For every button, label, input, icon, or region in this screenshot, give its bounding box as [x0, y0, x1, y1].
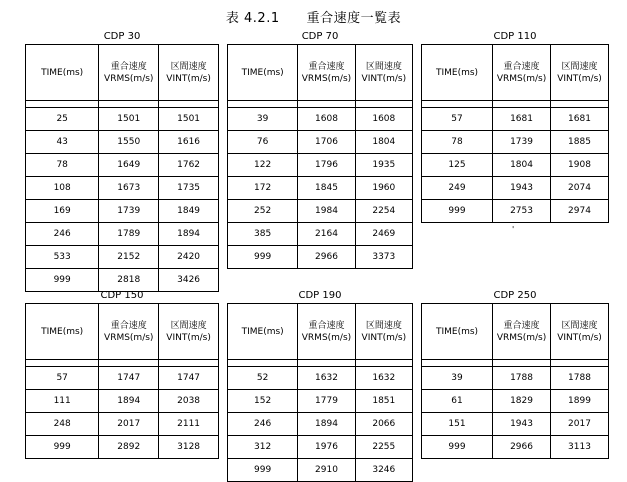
table-row [228, 154, 413, 177]
time-cell: 533 [26, 246, 99, 269]
vint-cell: 1849 [159, 200, 219, 223]
velocity-table [227, 44, 413, 269]
table-row [422, 177, 609, 200]
column-header [26, 304, 99, 360]
table-caption: CDP 190 [298, 290, 342, 301]
spacer-cell [551, 101, 609, 108]
velocity-table-cdp150 [25, 289, 219, 459]
vrms-cell: 2818 [99, 269, 159, 292]
time-cell: 57 [422, 108, 493, 131]
velocity-table-cdp30 [25, 30, 219, 292]
vint-header-en: VINT(m/s) [361, 332, 407, 343]
time-header: TIME(ms) [241, 326, 284, 337]
vint-header-jp: 区間速度 [365, 61, 402, 72]
spacer-cell [298, 101, 355, 108]
spacer-row [422, 101, 609, 108]
vint-cell: 1935 [355, 154, 412, 177]
column-header [159, 304, 219, 360]
table-row [26, 246, 219, 269]
vrms-cell: 2910 [298, 459, 355, 482]
column-header [159, 45, 219, 101]
velocity-table-cdp70 [227, 30, 413, 269]
stray-mark: ' [512, 225, 515, 234]
velocity-table [227, 303, 413, 482]
time-cell: 999 [228, 246, 298, 269]
time-cell: 152 [228, 390, 298, 413]
spacer-cell [298, 360, 355, 367]
vint-cell: 1960 [355, 177, 412, 200]
table-row [228, 223, 413, 246]
vrms-cell: 1976 [298, 436, 355, 459]
column-header [493, 45, 551, 101]
vint-cell: 3246 [355, 459, 412, 482]
vint-cell: 3113 [551, 436, 609, 459]
vint-header-jp: 区間速度 [561, 61, 598, 72]
vint-cell: 1735 [159, 177, 219, 200]
time-cell: 999 [26, 269, 99, 292]
time-cell: 249 [422, 177, 493, 200]
vrms-cell: 1943 [493, 413, 551, 436]
table-row [228, 413, 413, 436]
vint-cell: 2111 [159, 413, 219, 436]
time-cell: 122 [228, 154, 298, 177]
vint-header-jp: 区間速度 [170, 320, 207, 331]
table-row [422, 131, 609, 154]
vrms-header-jp: 重合速度 [308, 61, 345, 72]
table-row [228, 200, 413, 223]
column-header [422, 45, 493, 101]
time-cell: 39 [228, 108, 298, 131]
time-cell: 999 [422, 436, 493, 459]
vint-header-en: VINT(m/s) [557, 332, 602, 343]
vrms-cell: 1779 [298, 390, 355, 413]
table-caption: CDP 70 [301, 31, 339, 42]
time-cell: 39 [422, 367, 493, 390]
table-caption: CDP 150 [100, 290, 144, 301]
vint-cell: 2066 [355, 413, 412, 436]
table-row [26, 177, 219, 200]
column-header [298, 45, 355, 101]
spacer-cell [26, 360, 99, 367]
vrms-cell: 1747 [99, 367, 159, 390]
table-row [228, 177, 413, 200]
column-header [99, 304, 159, 360]
time-cell: 57 [26, 367, 99, 390]
table-row [422, 390, 609, 413]
vrms-header-en: VRMS(m/s) [301, 73, 352, 84]
velocity-table [25, 44, 219, 292]
time-header: TIME(ms) [41, 67, 84, 78]
table-row [228, 108, 413, 131]
vrms-header-en: VRMS(m/s) [104, 332, 154, 343]
column-header [298, 304, 355, 360]
vint-cell: 1788 [551, 367, 609, 390]
time-cell: 78 [26, 154, 99, 177]
vrms-cell: 2892 [99, 436, 159, 459]
time-cell: 312 [228, 436, 298, 459]
time-cell: 61 [422, 390, 493, 413]
time-header: TIME(ms) [435, 67, 479, 78]
vint-header-jp: 区間速度 [170, 61, 207, 72]
vrms-cell: 1550 [99, 131, 159, 154]
spacer-cell [355, 360, 412, 367]
vrms-header-jp: 重合速度 [503, 320, 540, 331]
time-cell: 252 [228, 200, 298, 223]
vrms-cell: 1739 [99, 200, 159, 223]
vint-cell: 2420 [159, 246, 219, 269]
table-row [228, 459, 413, 482]
vrms-header-en: VRMS(m/s) [301, 332, 352, 343]
time-cell: 246 [228, 413, 298, 436]
header-row [26, 304, 219, 360]
time-cell: 108 [26, 177, 99, 200]
table-row [26, 154, 219, 177]
vint-cell: 2255 [355, 436, 412, 459]
time-cell: 151 [422, 413, 493, 436]
vrms-cell: 1608 [298, 108, 355, 131]
time-cell: 111 [26, 390, 99, 413]
time-cell: 172 [228, 177, 298, 200]
header-row [422, 45, 609, 101]
time-cell: 52 [228, 367, 298, 390]
vrms-header-jp: 重合速度 [110, 61, 147, 72]
header-row [422, 304, 609, 360]
vint-cell: 1762 [159, 154, 219, 177]
table-row [422, 367, 609, 390]
column-header [228, 304, 298, 360]
vint-header-jp: 区間速度 [365, 320, 402, 331]
spacer-row [26, 360, 219, 367]
table-row [26, 367, 219, 390]
time-cell: 385 [228, 223, 298, 246]
vrms-cell: 1804 [493, 154, 551, 177]
vint-cell: 3426 [159, 269, 219, 292]
vrms-cell: 1789 [99, 223, 159, 246]
table-row [422, 200, 609, 223]
time-header: TIME(ms) [435, 326, 479, 337]
vrms-cell: 1984 [298, 200, 355, 223]
vint-cell: 1885 [551, 131, 609, 154]
vint-header-jp: 区間速度 [561, 320, 598, 331]
vint-cell: 1894 [159, 223, 219, 246]
table-caption: CDP 30 [103, 31, 141, 42]
vint-cell: 1681 [551, 108, 609, 131]
vrms-cell: 1943 [493, 177, 551, 200]
spacer-cell [355, 101, 412, 108]
spacer-cell [228, 101, 298, 108]
table-row [26, 413, 219, 436]
vint-cell: 2074 [551, 177, 609, 200]
vrms-cell: 1673 [99, 177, 159, 200]
vint-cell: 1908 [551, 154, 609, 177]
velocity-table-cdp250 [421, 289, 609, 459]
velocity-table-cdp110 [421, 30, 609, 223]
time-cell: 248 [26, 413, 99, 436]
vrms-header-en: VRMS(m/s) [496, 332, 547, 343]
time-cell: 78 [422, 131, 493, 154]
vrms-header-jp: 重合速度 [503, 61, 540, 72]
spacer-row [228, 360, 413, 367]
vrms-header-en: VRMS(m/s) [104, 73, 154, 84]
vrms-cell: 2966 [298, 246, 355, 269]
vint-cell: 3373 [355, 246, 412, 269]
spacer-row [26, 101, 219, 108]
vrms-header-jp: 重合速度 [308, 320, 345, 331]
vrms-cell: 1894 [298, 413, 355, 436]
vint-cell: 2469 [355, 223, 412, 246]
spacer-cell [422, 360, 493, 367]
table-row [228, 436, 413, 459]
vint-cell: 2254 [355, 200, 412, 223]
time-cell: 43 [26, 131, 99, 154]
time-cell: 125 [422, 154, 493, 177]
vrms-cell: 1788 [493, 367, 551, 390]
table-row [26, 436, 219, 459]
velocity-table [421, 303, 609, 459]
vrms-cell: 2152 [99, 246, 159, 269]
spacer-cell [422, 101, 493, 108]
header-row [26, 45, 219, 101]
spacer-cell [493, 360, 551, 367]
vint-cell: 1632 [355, 367, 412, 390]
column-header [355, 304, 412, 360]
table-row [228, 390, 413, 413]
velocity-table [421, 44, 609, 223]
vint-cell: 1501 [159, 108, 219, 131]
vrms-cell: 1681 [493, 108, 551, 131]
table-row [228, 131, 413, 154]
table-row [422, 108, 609, 131]
table-row [422, 154, 609, 177]
spacer-cell [551, 360, 609, 367]
column-header [99, 45, 159, 101]
table-row [26, 200, 219, 223]
spacer-cell [26, 101, 99, 108]
table-row [26, 131, 219, 154]
spacer-cell [159, 360, 219, 367]
time-cell: 25 [26, 108, 99, 131]
column-header [228, 45, 298, 101]
spacer-cell [99, 360, 159, 367]
time-header: TIME(ms) [41, 326, 84, 337]
table-row [26, 390, 219, 413]
vint-header-en: VINT(m/s) [557, 73, 602, 84]
vint-cell: 1851 [355, 390, 412, 413]
column-header [551, 304, 609, 360]
vrms-header-en: VRMS(m/s) [496, 73, 547, 84]
vint-cell: 2017 [551, 413, 609, 436]
time-cell: 999 [228, 459, 298, 482]
vint-cell: 1747 [159, 367, 219, 390]
velocity-table [25, 303, 219, 459]
vint-header-en: VINT(m/s) [361, 73, 407, 84]
time-cell: 76 [228, 131, 298, 154]
vrms-cell: 2017 [99, 413, 159, 436]
spacer-cell [159, 101, 219, 108]
vrms-header-jp: 重合速度 [110, 320, 147, 331]
vint-cell: 3128 [159, 436, 219, 459]
vint-header-en: VINT(m/s) [166, 73, 211, 84]
vint-cell: 1804 [355, 131, 412, 154]
vrms-cell: 2966 [493, 436, 551, 459]
column-header [493, 304, 551, 360]
vint-cell: 1608 [355, 108, 412, 131]
vint-cell: 1616 [159, 131, 219, 154]
column-header [355, 45, 412, 101]
velocity-table-cdp190 [227, 289, 413, 482]
spacer-cell [228, 360, 298, 367]
vrms-cell: 2753 [493, 200, 551, 223]
header-row [228, 45, 413, 101]
vint-cell: 1899 [551, 390, 609, 413]
header-row [228, 304, 413, 360]
spacer-cell [493, 101, 551, 108]
vint-cell: 2038 [159, 390, 219, 413]
vrms-cell: 2164 [298, 223, 355, 246]
table-row [26, 223, 219, 246]
column-header [26, 45, 99, 101]
table-row [422, 413, 609, 436]
vint-header-en: VINT(m/s) [166, 332, 211, 343]
vrms-cell: 1894 [99, 390, 159, 413]
vint-cell: 2974 [551, 200, 609, 223]
time-cell: 169 [26, 200, 99, 223]
vrms-cell: 1796 [298, 154, 355, 177]
vrms-cell: 1845 [298, 177, 355, 200]
column-header [422, 304, 493, 360]
spacer-cell [99, 101, 159, 108]
vrms-cell: 1739 [493, 131, 551, 154]
time-cell: 999 [26, 436, 99, 459]
table-caption: CDP 110 [493, 31, 537, 42]
time-header: TIME(ms) [241, 67, 284, 78]
table-row [422, 436, 609, 459]
table-caption: CDP 250 [493, 290, 537, 301]
vrms-cell: 1706 [298, 131, 355, 154]
page-title: 表 4.2.1 重合速度一覧表 [225, 11, 402, 26]
time-cell: 999 [422, 200, 493, 223]
vrms-cell: 1649 [99, 154, 159, 177]
spacer-row [228, 101, 413, 108]
spacer-row [422, 360, 609, 367]
table-row [26, 108, 219, 131]
time-cell: 246 [26, 223, 99, 246]
vrms-cell: 1501 [99, 108, 159, 131]
vrms-cell: 1829 [493, 390, 551, 413]
vrms-cell: 1632 [298, 367, 355, 390]
column-header [551, 45, 609, 101]
table-row [228, 246, 413, 269]
table-row [228, 367, 413, 390]
